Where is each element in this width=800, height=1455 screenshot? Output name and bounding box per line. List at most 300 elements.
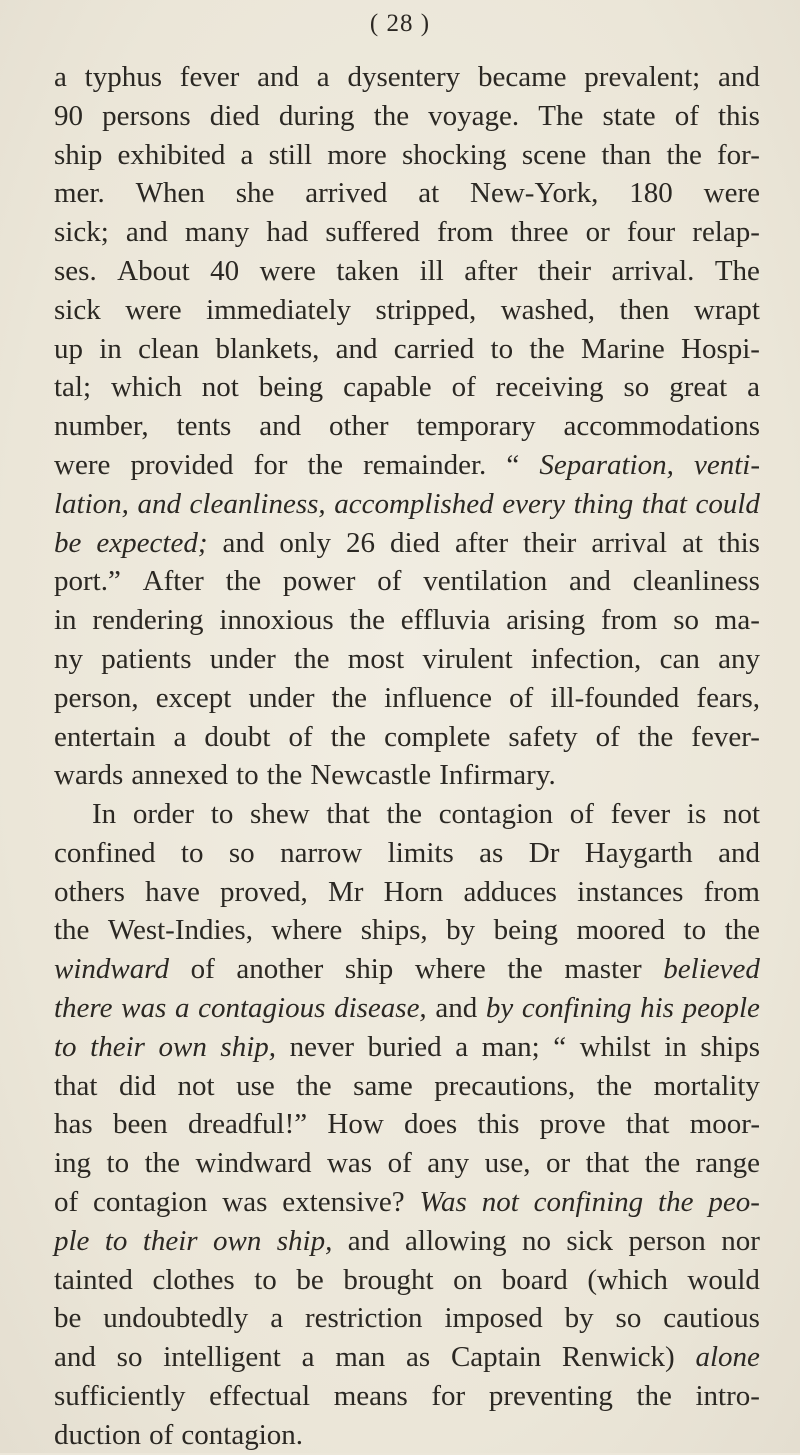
word: windward	[195, 1147, 312, 1180]
word: the	[724, 914, 760, 947]
word: clean	[138, 332, 200, 365]
word: undoubtedly	[103, 1302, 249, 1335]
word: would	[687, 1263, 760, 1296]
word: became	[477, 61, 567, 93]
word: and	[137, 487, 181, 520]
word: contagious	[198, 991, 326, 1024]
word: state	[602, 99, 656, 132]
word: others	[54, 875, 125, 908]
word: many	[184, 216, 250, 249]
word: every	[502, 487, 566, 520]
word: to	[210, 798, 234, 830]
word: the	[294, 642, 330, 675]
word: were	[125, 293, 182, 326]
word: any	[427, 1147, 470, 1180]
word: tents	[176, 410, 232, 443]
word: on	[453, 1263, 483, 1296]
word: and	[435, 991, 478, 1024]
word: safety	[508, 720, 578, 753]
word: West-Indies,	[107, 914, 253, 947]
word: a	[301, 1341, 315, 1374]
word: the	[507, 953, 543, 986]
word: influence	[384, 681, 493, 714]
text-line	[54, 1377, 760, 1416]
word: intelligent	[163, 1341, 281, 1374]
word: to	[180, 836, 204, 869]
text-line	[54, 640, 760, 679]
word: this	[718, 526, 760, 559]
word: nor	[721, 1224, 760, 1257]
word: his	[640, 991, 674, 1024]
word: in	[54, 604, 77, 637]
word: prevalent;	[584, 61, 701, 93]
word: effluvia	[400, 604, 491, 637]
word: arrived	[305, 177, 388, 210]
word: 90	[54, 99, 83, 132]
word: of	[149, 1418, 174, 1451]
word: How	[327, 1108, 384, 1141]
text-line	[54, 485, 760, 524]
word: instances	[577, 875, 684, 908]
word: a	[747, 371, 760, 404]
text-line	[54, 756, 760, 795]
text-line	[54, 1028, 760, 1067]
word: power	[282, 565, 356, 598]
word: a	[240, 138, 254, 171]
word: sick	[54, 293, 101, 326]
word: patients	[101, 642, 192, 675]
word: Dr	[528, 836, 560, 869]
word: and	[569, 565, 611, 598]
word: or	[585, 216, 610, 249]
word: moor-	[689, 1108, 760, 1141]
word: not	[722, 798, 760, 830]
word: taken	[336, 254, 400, 287]
word: the	[373, 99, 410, 132]
word: tainted	[54, 1263, 133, 1296]
word: ships	[700, 1030, 760, 1063]
word: When	[135, 177, 205, 210]
word: exhibited	[117, 138, 226, 171]
word: great	[669, 371, 728, 404]
word: board	[501, 1263, 568, 1296]
word: arising	[506, 604, 586, 637]
word: extensive?	[282, 1185, 405, 1218]
word: than	[601, 138, 652, 171]
word: being	[493, 914, 558, 947]
word: scene	[521, 138, 587, 171]
word: annexed	[131, 759, 228, 792]
word: range	[695, 1147, 760, 1180]
word: own	[213, 1224, 262, 1257]
word: mer.	[54, 177, 105, 210]
word: ing	[54, 1147, 92, 1180]
text-line	[54, 136, 760, 175]
word: to	[106, 1147, 130, 1180]
word: except	[155, 681, 232, 714]
word: be	[296, 1263, 324, 1296]
word: most	[347, 642, 405, 675]
word: of	[190, 953, 215, 986]
word: shocking	[401, 138, 507, 171]
word: could	[695, 487, 760, 520]
word: ses.	[54, 254, 97, 287]
word: were	[259, 254, 316, 287]
text-line	[54, 330, 760, 369]
word: and	[718, 836, 760, 869]
word: allowing	[405, 1224, 507, 1257]
word: the	[54, 914, 90, 947]
word: 26	[346, 526, 376, 559]
word: to	[683, 914, 707, 947]
word: in	[664, 1030, 687, 1063]
word: whilst	[579, 1030, 651, 1063]
text-line	[54, 58, 760, 97]
word: 180	[629, 177, 673, 210]
word: the	[225, 565, 262, 598]
word: under	[248, 681, 315, 714]
word: the	[266, 759, 303, 792]
word: have	[145, 875, 200, 908]
word: receiving	[495, 371, 604, 404]
word: contagion.	[181, 1418, 303, 1451]
word: still	[268, 138, 313, 171]
word: was	[222, 1185, 268, 1218]
text-line	[54, 679, 760, 718]
word: washed,	[500, 293, 595, 326]
word: same	[353, 1069, 413, 1102]
word: stripped,	[375, 293, 477, 326]
word: temporary	[416, 410, 536, 443]
word: believed	[663, 953, 760, 986]
word: man;	[481, 1030, 540, 1063]
text-line	[54, 1144, 760, 1183]
word: restriction	[304, 1302, 423, 1335]
word: use,	[484, 1147, 531, 1180]
word: blankets,	[215, 332, 320, 365]
word: (which	[587, 1263, 668, 1296]
paragraph-1	[54, 58, 760, 795]
word: capable	[343, 371, 432, 404]
page-number: ( 28 )	[369, 10, 431, 37]
word: New-York,	[470, 177, 599, 210]
word: of	[674, 99, 699, 132]
word: sick;	[54, 216, 109, 249]
word: and	[335, 332, 378, 365]
word: contagion	[438, 798, 554, 830]
word: during	[278, 99, 355, 132]
text-line	[54, 950, 760, 989]
word: Marine	[581, 332, 665, 365]
word: of	[387, 1147, 412, 1180]
word: moored	[576, 914, 666, 947]
word: only	[279, 526, 331, 559]
word: suffered	[325, 216, 420, 249]
word: the	[386, 798, 422, 830]
text-line	[54, 911, 760, 950]
word: narrow	[280, 836, 363, 869]
text-line	[54, 834, 760, 873]
word: the	[658, 1185, 694, 1218]
paragraph-2	[54, 795, 760, 1455]
word: arrival	[591, 526, 668, 559]
word: venti-	[693, 448, 760, 481]
word: of	[509, 681, 534, 714]
word: other	[328, 410, 389, 443]
word: contagion	[93, 1185, 208, 1218]
word: Captain	[450, 1341, 542, 1374]
word: and	[259, 410, 302, 443]
word: from	[703, 875, 760, 908]
word: has	[54, 1108, 93, 1141]
word: Was	[419, 1185, 467, 1218]
word: ny	[54, 642, 83, 675]
word: own	[158, 1030, 207, 1063]
word: the	[296, 1069, 332, 1102]
word: of	[377, 565, 402, 598]
word: a	[173, 720, 187, 753]
word: that	[641, 487, 687, 520]
word: ship,	[276, 1224, 333, 1257]
word: at	[682, 526, 703, 559]
word: the	[144, 1147, 181, 1180]
word: master	[564, 953, 642, 986]
word: voyage.	[428, 99, 520, 132]
text-line	[54, 407, 760, 446]
word: under	[209, 642, 276, 675]
word: to	[236, 759, 259, 792]
word: of	[595, 720, 620, 753]
word: were	[54, 448, 111, 481]
word: the	[596, 1069, 633, 1102]
word: been	[112, 1108, 168, 1141]
word: brought	[343, 1263, 434, 1296]
word: after	[455, 526, 509, 559]
word: be	[54, 1302, 82, 1335]
word: the	[636, 1379, 672, 1412]
word: arrival.	[611, 254, 695, 287]
word: or	[546, 1147, 571, 1180]
word: lation,	[54, 487, 129, 520]
word: was	[326, 1147, 373, 1180]
word: she	[235, 177, 275, 210]
word: accommodations	[563, 410, 760, 443]
word: ill-founded	[550, 681, 680, 714]
word: as	[405, 1341, 431, 1374]
word: so	[228, 836, 255, 869]
word: persons	[102, 99, 191, 132]
word: port.”	[54, 565, 121, 598]
text-line	[54, 213, 760, 252]
text-line	[54, 1299, 760, 1338]
word: After	[142, 565, 204, 598]
word: use	[236, 1069, 275, 1102]
word: “	[553, 1030, 567, 1063]
word: the	[666, 138, 702, 171]
word: thing	[573, 487, 634, 520]
word: of	[569, 798, 594, 830]
word: by	[564, 1302, 594, 1335]
word: virulent	[422, 642, 513, 675]
word: Haygarth	[584, 836, 693, 869]
word: fears,	[696, 681, 760, 714]
text-line	[54, 368, 760, 407]
word: ship,	[220, 1030, 277, 1063]
word: expected;	[96, 526, 208, 559]
word: ventilation	[423, 565, 548, 598]
word: precautions,	[434, 1069, 576, 1102]
word: Horn	[383, 875, 444, 908]
word: effectual	[209, 1379, 311, 1412]
word: from	[437, 216, 494, 249]
word: sufficiently	[54, 1379, 186, 1412]
word: the	[644, 1147, 681, 1180]
word: at	[418, 177, 440, 210]
word: Hospi-	[681, 332, 760, 365]
text-line	[54, 562, 760, 601]
text-line	[54, 873, 760, 912]
word: then	[619, 293, 670, 326]
word: so	[673, 604, 699, 637]
word: ma-	[714, 604, 760, 637]
text-line	[54, 795, 760, 834]
word: and	[718, 61, 760, 93]
word: was	[121, 991, 167, 1024]
word: that	[54, 1069, 98, 1102]
word: a	[270, 1302, 284, 1335]
word: dysentery	[347, 61, 461, 93]
word: four	[626, 216, 676, 249]
word: there	[54, 991, 113, 1024]
word: that	[625, 1108, 670, 1141]
word: provided	[130, 448, 234, 481]
word: of	[288, 720, 313, 753]
word: alone	[695, 1341, 760, 1374]
word: ill	[419, 254, 444, 287]
word: for	[253, 448, 288, 481]
text-line	[54, 1416, 760, 1455]
word: from	[601, 604, 658, 637]
word: that	[585, 1147, 630, 1180]
word: Newcastle	[310, 759, 432, 792]
word: in	[99, 332, 122, 365]
word: the	[331, 681, 368, 714]
word: were	[703, 177, 760, 210]
word: tal;	[54, 371, 92, 404]
word: wards	[54, 759, 124, 792]
word: cleanliness,	[189, 487, 326, 520]
word: and	[222, 526, 265, 559]
word: fever-	[691, 720, 760, 753]
word: infection,	[530, 642, 642, 675]
word: confining	[533, 1185, 644, 1218]
word: person	[628, 1224, 706, 1257]
word: duction	[54, 1418, 141, 1451]
text-line	[54, 174, 760, 213]
word: cautious	[663, 1302, 760, 1335]
word: means	[333, 1379, 408, 1412]
text-line	[54, 1067, 760, 1106]
word: Infirmary.	[439, 759, 556, 792]
word: Separation,	[539, 448, 674, 481]
text-line	[54, 252, 760, 291]
word: doubt	[204, 720, 271, 753]
word: this	[717, 99, 760, 132]
word: no	[521, 1224, 551, 1257]
word: entertain	[54, 720, 156, 753]
word: died	[209, 99, 260, 132]
word: number,	[54, 410, 149, 443]
word: sick	[566, 1224, 614, 1257]
word: to	[490, 332, 514, 365]
word: prove	[539, 1108, 606, 1141]
word: to	[54, 1030, 77, 1063]
word: of	[451, 371, 476, 404]
word: preventing	[488, 1379, 613, 1412]
word: cleanliness	[632, 565, 760, 598]
word: intro-	[695, 1379, 760, 1412]
text-line	[54, 446, 760, 485]
text-line	[54, 718, 760, 757]
word: About	[117, 254, 190, 287]
word: windward	[54, 953, 169, 986]
word: In	[92, 798, 117, 830]
word: disease,	[334, 991, 427, 1024]
word: man	[335, 1341, 386, 1374]
word: imposed	[444, 1302, 543, 1335]
word: not	[201, 371, 239, 404]
word: to	[104, 1224, 128, 1257]
word: rendering	[92, 604, 204, 637]
word: the	[307, 448, 343, 481]
word: The	[538, 99, 584, 132]
word: limits	[387, 836, 454, 869]
word: can	[659, 642, 700, 675]
word: person,	[54, 681, 139, 714]
word: mortality	[653, 1069, 760, 1102]
word: died	[390, 526, 440, 559]
word: ple	[54, 1224, 90, 1257]
text-line	[54, 1183, 760, 1222]
word: not	[481, 1185, 519, 1218]
word: that	[326, 798, 370, 830]
word: for-	[717, 138, 760, 171]
word: clothes	[152, 1263, 235, 1296]
word: the	[349, 604, 385, 637]
word: fever	[610, 798, 671, 830]
word: people	[682, 991, 760, 1024]
word: complete	[384, 720, 491, 753]
word: 40	[210, 254, 240, 287]
word: and	[257, 61, 299, 93]
word: and	[54, 1341, 96, 1374]
text-line	[54, 601, 760, 640]
text-line	[54, 97, 760, 136]
word: a	[174, 991, 190, 1024]
word: adduces	[463, 875, 557, 908]
word: buried	[367, 1030, 442, 1063]
word: a	[455, 1030, 469, 1063]
word: after	[464, 254, 518, 287]
word: remainder.	[363, 448, 487, 481]
word: not	[177, 1069, 215, 1102]
word: confining	[521, 991, 632, 1024]
word: so	[615, 1302, 642, 1335]
word: “	[506, 448, 520, 481]
word: to	[254, 1263, 277, 1296]
word: ships,	[360, 914, 428, 947]
word: which	[110, 371, 182, 404]
